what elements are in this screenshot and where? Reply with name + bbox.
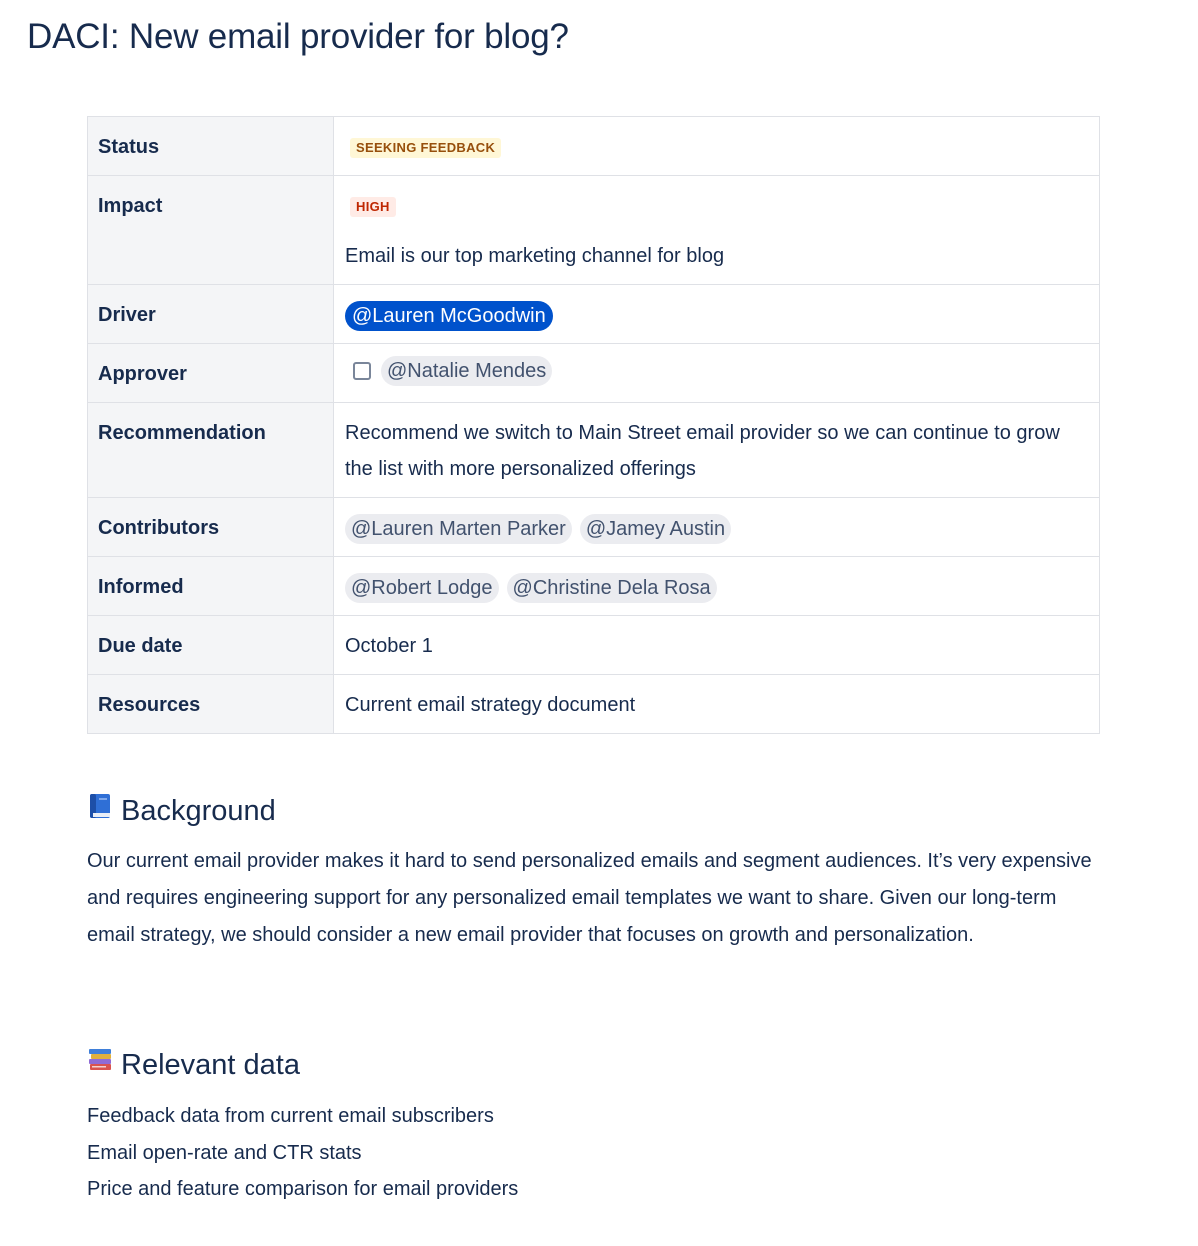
relevant-data-heading — [87, 1046, 300, 1083]
approver-checkbox[interactable] — [353, 362, 371, 380]
approver-label: Approver — [88, 344, 334, 403]
status-cell — [334, 117, 1100, 176]
informed-mention[interactable]: @Christine Dela Rosa — [507, 573, 717, 603]
status-label: Status — [88, 117, 334, 176]
contributors-label: Contributors — [88, 498, 334, 557]
list-item: Email open-rate and CTR stats — [87, 1141, 362, 1164]
table-row-status — [88, 117, 1100, 176]
status-lozenge[interactable]: SEEKING FEEDBACK — [350, 138, 501, 158]
table-row-approver — [88, 344, 1100, 403]
recommendation-text: Recommend we switch to Main Street email provider so we can continue to grow the list with more personalized offerings — [334, 403, 1100, 498]
table-row-contributors — [88, 498, 1100, 557]
approver-cell — [334, 344, 1100, 403]
approver-task — [345, 356, 552, 386]
resources-label: Resources — [88, 675, 334, 734]
impact-label: Impact — [88, 176, 334, 285]
due-date-label: Due date — [88, 616, 334, 675]
impact-lozenge[interactable]: HIGH — [350, 197, 396, 217]
books-icon — [87, 1046, 113, 1083]
contributor-mention[interactable]: @Jamey Austin — [580, 514, 731, 544]
table-row-resources — [88, 675, 1100, 734]
driver-mention[interactable]: @Lauren McGoodwin — [345, 301, 553, 331]
approver-mention[interactable]: @Natalie Mendes — [381, 356, 552, 386]
daci-table — [87, 116, 1100, 734]
background-heading-text: Background — [121, 794, 276, 827]
recommendation-label: Recommendation — [88, 403, 334, 498]
impact-text: Email is our top marketing channel for blog — [345, 245, 725, 267]
table-row-impact — [88, 176, 1100, 285]
table-row-due-date — [88, 616, 1100, 675]
page-title: DACI: New email provider for blog? — [27, 17, 569, 56]
table-row-recommendation — [88, 403, 1100, 498]
informed-mention[interactable]: @Robert Lodge — [345, 573, 499, 603]
impact-cell — [334, 176, 1100, 285]
driver-label: Driver — [88, 285, 334, 344]
resources-value: Current email strategy document — [334, 675, 1100, 734]
list-item: Price and feature comparison for email providers — [87, 1178, 519, 1200]
relevant-data-list — [87, 1098, 518, 1208]
book-icon — [87, 792, 113, 829]
due-date-value: October 1 — [334, 616, 1100, 675]
table-row-driver — [88, 285, 1100, 344]
background-heading — [87, 792, 276, 829]
list-item: Feedback data from current email subscribers — [87, 1105, 494, 1127]
background-text: Our current email provider makes it hard to send personalized emails and segment audiences. It’s very expensive and requires engineering support for any personalized email templates we want to share. Given our long-term email strategy, we should consider a new email provider that focuses on growth and personalization. — [87, 850, 1092, 946]
contributor-mention[interactable]: @Lauren Marten Parker — [345, 514, 572, 544]
driver-cell — [334, 285, 1100, 344]
informed-cell — [334, 557, 1100, 616]
informed-label: Informed — [88, 557, 334, 616]
contributors-cell — [334, 498, 1100, 557]
table-row-informed — [88, 557, 1100, 616]
relevant-data-heading-text: Relevant data — [121, 1048, 300, 1081]
